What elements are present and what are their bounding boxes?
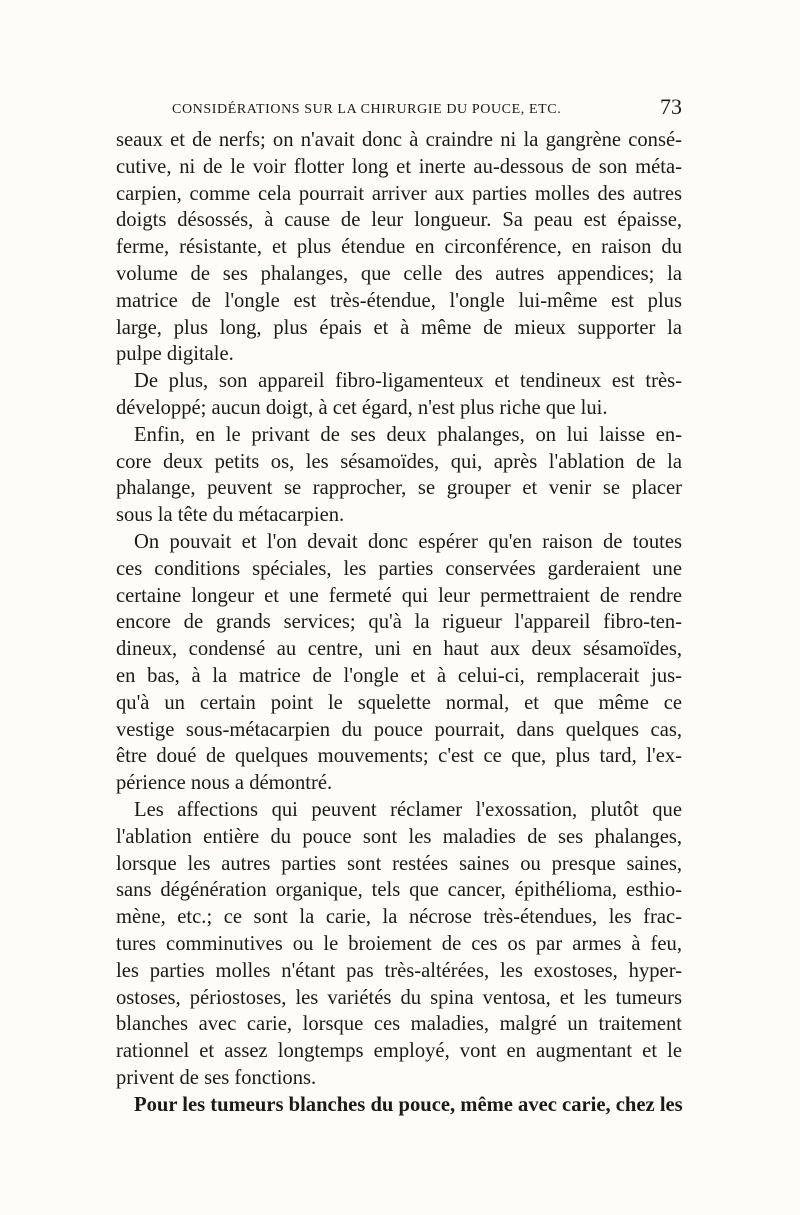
- text-line: blanches avec carie, lorsque ces maladies, malgré un traitement: [116, 1013, 682, 1036]
- page-number: 73: [660, 94, 682, 119]
- text-line: encore de grands services; qu'à la rigueur l'appareil fibro-ten-: [116, 611, 682, 634]
- text-line: large, plus long, plus épais et à même de mieux supporter la: [116, 316, 682, 339]
- text-line: développé; aucun doigt, à cet égard, n'est plus riche que lui.: [116, 396, 608, 419]
- running-head: [116, 94, 682, 124]
- text-line: doigts désossés, à cause de leur longueur. Sa peau est épaisse,: [116, 209, 682, 232]
- text-line: cutive, ni de le voir flotter long et inerte au-dessous de son méta-: [116, 155, 682, 178]
- text-line: matrice de l'ongle est très-étendue, l'ongle lui-même est plus: [116, 289, 682, 312]
- running-title: CONSIDÉRATIONS SUR LA CHIRURGIE DU POUCE, ETC.: [172, 102, 562, 117]
- text-line: lorsque les autres parties sont restées saines ou presque saines,: [116, 852, 682, 875]
- text-line: rationnel et assez longtemps employé, vont en augmentant et le: [116, 1040, 682, 1063]
- text-line: sans dégénération organique, tels que cancer, épithélioma, esthio-: [116, 879, 682, 902]
- text-line: core deux petits os, les sésamoïdes, qui, après l'ablation de la: [116, 450, 682, 473]
- text-line: pulpe digitale.: [116, 343, 234, 366]
- text-line: phalange, peuvent se rapprocher, se grouper et venir se placer: [116, 477, 682, 500]
- text-line: qu'à un certain point le squelette normal, et que même ce: [116, 691, 682, 714]
- text-line: seaux et de nerfs; on n'avait donc à craindre ni la gangrène consé-: [116, 129, 682, 151]
- text-line: mène, etc.; ce sont la carie, la nécrose très-étendues, les frac-: [116, 906, 682, 929]
- text-line: volume de ses phalanges, que celle des autres appendices; la: [116, 262, 682, 285]
- text-line: dineux, condensé au centre, uni en haut aux deux sésamoïdes,: [116, 638, 682, 661]
- text-line: Enfin, en le privant de ses deux phalanges, on lui laisse en-: [134, 423, 682, 446]
- text-line: les parties molles n'étant pas très-altérées, les exostoses, hyper-: [116, 959, 682, 982]
- text-line: On pouvait et l'on devait donc espérer qu'en raison de toutes: [134, 530, 682, 553]
- body-text: [116, 127, 682, 1118]
- text-line: en bas, à la matrice de l'ongle et à celui-ci, remplacerait jus-: [116, 664, 682, 687]
- text-line: ferme, résistante, et plus étendue en circonférence, en raison du: [116, 236, 682, 259]
- text-line: carpien, comme cela pourrait arriver aux parties molles des autres: [116, 182, 682, 205]
- text-line: Les affections qui peuvent réclamer l'exossation, plutôt que: [134, 798, 682, 821]
- text-line: sous la tête du métacarpien.: [116, 504, 345, 527]
- text-line: ces conditions spéciales, les parties conservées garderaient une: [116, 557, 682, 580]
- text-line: certaine longeur et une fermeté qui leur permettraient de rendre: [116, 584, 682, 607]
- text-line: périence nous a démontré.: [116, 772, 333, 795]
- text-line: être doué de quelques mouvements; c'est ce que, plus tard, l'ex-: [116, 745, 682, 768]
- text-line: l'ablation entière du pouce sont les maladies de ses phalanges,: [116, 825, 682, 848]
- text-line: Pour les tumeurs blanches du pouce, même avec carie, chez les: [134, 1093, 683, 1116]
- text-line: tures comminutives ou le broiement de ces os par armes à feu,: [116, 932, 682, 955]
- text-line: ostoses, périostoses, les variétés du spina ventosa, et les tumeurs: [116, 986, 682, 1009]
- text-line: De plus, son appareil fibro-ligamenteux et tendineux est très-: [134, 370, 682, 393]
- text-line: privent de ses fonctions.: [116, 1066, 317, 1089]
- text-line: vestige sous-métacarpien du pouce pourrait, dans quelques cas,: [116, 718, 682, 741]
